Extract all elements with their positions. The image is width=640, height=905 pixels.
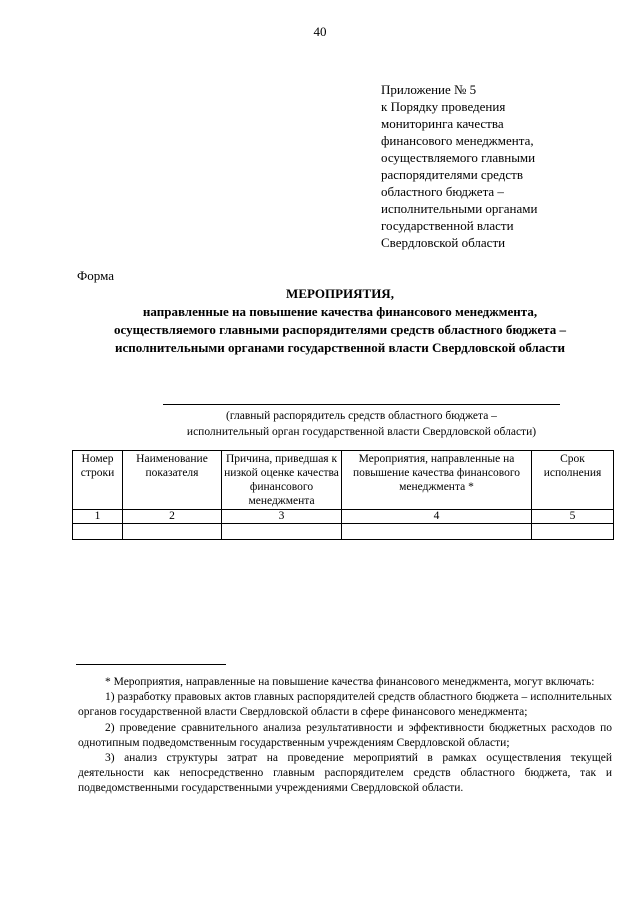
title-line: направленные на повышение качества финансового менеджмента, (142, 304, 538, 319)
footnote-separator (76, 664, 226, 665)
page-number: 40 (313, 24, 327, 39)
column-number: 2 (123, 510, 222, 524)
appendix-line: Приложение № 5 (381, 82, 477, 97)
appendix-line: осуществляемого главными (381, 150, 536, 165)
column-number: 1 (73, 510, 123, 524)
column-number: 3 (222, 510, 342, 524)
column-number: 4 (342, 510, 532, 524)
appendix-line: финансового менеджмента, (381, 133, 534, 148)
footnote-paragraph: * Мероприятия, направленные на повышение качества финансового менеджмента, могут включать: (105, 676, 595, 688)
footnote-paragraph: 3) анализ структуры затрат на проведение мероприятий в рамках осуществления текущей деятельности как непосредственно главным распорядителем средств областного бюджета, так и подведомственными государственными учреждениями Свердловской области. (78, 752, 612, 795)
signature-line (163, 404, 560, 405)
footnote-paragraph: 1) разработку правовых актов главных распорядителей средств областного бюджета – исполнительных органов государственной власти Свердловской области в сфере финансового менеджмента; (78, 691, 612, 719)
table-cell (532, 524, 614, 540)
table-cell (123, 524, 222, 540)
header-indicator-name: Наименование показателя (123, 451, 222, 510)
appendix-line: исполнительными органами (381, 201, 538, 216)
document-title (60, 285, 620, 357)
title-line: МЕРОПРИЯТИЯ, (286, 286, 394, 301)
header-reason: Причина, приведшая к низкой оценке качества финансового менеджмента (222, 451, 342, 510)
form-label: Форма (77, 268, 114, 283)
column-number-row (73, 510, 614, 524)
table-cell (73, 524, 123, 540)
footnotes (78, 675, 612, 797)
appendix-line: распорядителями средств (381, 167, 523, 182)
column-number: 5 (532, 510, 614, 524)
footnote-paragraph: 2) проведение сравнительного анализа результативности и эффективности бюджетных расходов по однотипным подведомственным государственным учреждениям Свердловской области; (78, 721, 612, 749)
appendix-line: к Порядку проведения (381, 99, 506, 114)
appendix-line: государственной власти (381, 218, 514, 233)
appendix-line: мониторинга качества (381, 116, 504, 131)
table-cell (222, 524, 342, 540)
header-deadline: Срок исполнения (532, 451, 614, 510)
caption-line: (главный распорядитель средств областного бюджета – (226, 410, 497, 422)
title-line: осуществляемого главными распорядителями средств областного бюджета – (114, 322, 566, 337)
title-line: исполнительными органами государственной власти Свердловской области (115, 340, 565, 355)
table-cell (342, 524, 532, 540)
signature-caption (140, 408, 583, 440)
appendix-note (381, 81, 581, 251)
header-measures: Мероприятия, направленные на повышение качества финансового менеджмента * (342, 451, 532, 510)
appendix-line: Свердловской области (381, 235, 506, 250)
caption-line: исполнительный орган государственной власти Свердловской области) (186, 426, 537, 438)
table-row (73, 524, 614, 540)
table-header-row (73, 451, 614, 510)
appendix-line: областного бюджета – (381, 184, 504, 199)
measures-table (72, 450, 614, 540)
header-row-number: Номер строки (73, 451, 123, 510)
